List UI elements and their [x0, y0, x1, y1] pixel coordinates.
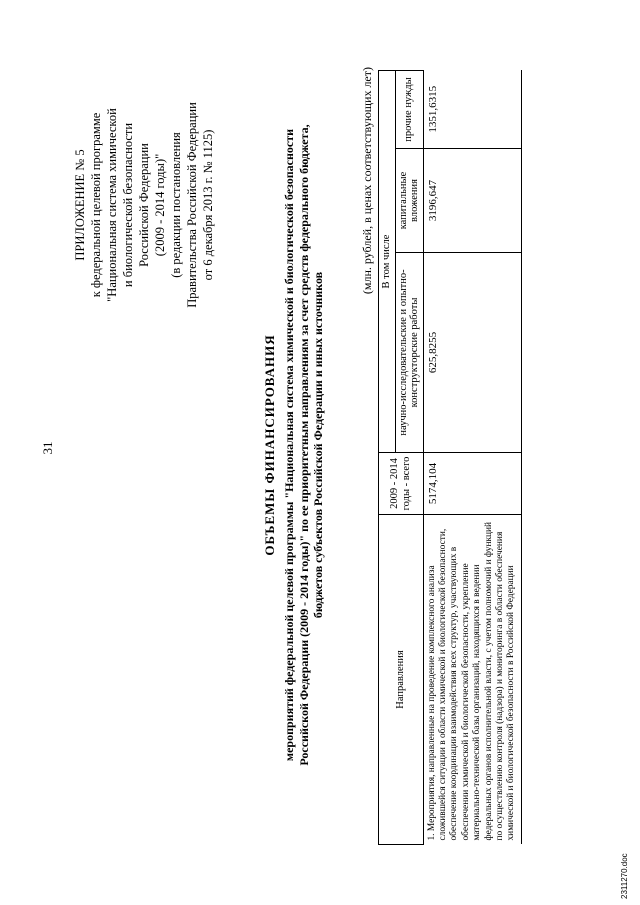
document-subtitle [282, 45, 326, 845]
appendix-line: "Национальная система химической [105, 108, 119, 302]
appendix-line: к федеральной целевой программе [89, 112, 103, 298]
subtitle-line: мероприятий федеральной целевой программы "Национальная система химической и биологической безопасности [282, 128, 296, 762]
cell-total: 5174,104 [423, 453, 521, 515]
financing-table [378, 70, 522, 845]
appendix-line: (в редакции постановления [169, 132, 183, 278]
appendix-line: Правительства Российской Федерации [185, 102, 199, 308]
footer-filename: 2311270.doc [620, 853, 629, 899]
document-title: ОБЪЕМЫ ФИНАНСИРОВАНИЯ [262, 334, 277, 556]
cell-other: 1351,6315 [423, 71, 521, 149]
appendix-line: и биологической безопасности [121, 122, 135, 288]
cell-capital: 3196,647 [423, 149, 521, 253]
appendix-line: от 6 декабря 2013 г. № 1125) [201, 129, 215, 281]
header-direction: Направления [379, 515, 424, 845]
subtitle-line: бюджетов субъектов Российской Федерации и иных источников [311, 271, 325, 619]
appendix-line: Российской Федерации [137, 143, 151, 267]
cell-direction: 1. Мероприятия, направленные на проведение комплексного анализа сложившейся ситуации в области химической и биологической безопасности, обеспечение координации взаимодействия всех структур, участвующих в обеспечении химической и биологической безопасности, укрепление материально-технической базы организаций, находящихся в ведении федеральных органов исполнительной власти, с учетом полномочий и функций по осуществлению контроля (надзора) и мониторинга в области обеспечения химической и биологической безопасности в Российской Федерации [423, 515, 521, 845]
appendix-line: (2009 - 2014 годы)" [153, 153, 167, 257]
table-header-row [379, 71, 396, 845]
units-note: (млн. рублей, в ценах соответствующих лет) [360, 67, 374, 295]
subtitle-line: Российской Федерации (2009 - 2014 годы)" по ее приоритетным направлениям за счет средств федерального бюджета, [296, 124, 311, 766]
cell-rnd: 625,8255 [423, 253, 521, 453]
header-rnd: научно-исследовательские и опытно-конструкторские работы [395, 253, 423, 453]
appendix-header [72, 60, 216, 350]
header-total: 2009 - 2014 годы - всего [379, 453, 424, 515]
header-capital: капитальные вложения [395, 149, 423, 253]
table-row [423, 71, 521, 845]
header-other: прочие нужды [395, 71, 423, 149]
appendix-line: ПРИЛОЖЕНИЕ № 5 [73, 149, 87, 261]
page-number: 31 [40, 441, 55, 455]
header-in-that-number: В том числе [379, 71, 396, 453]
